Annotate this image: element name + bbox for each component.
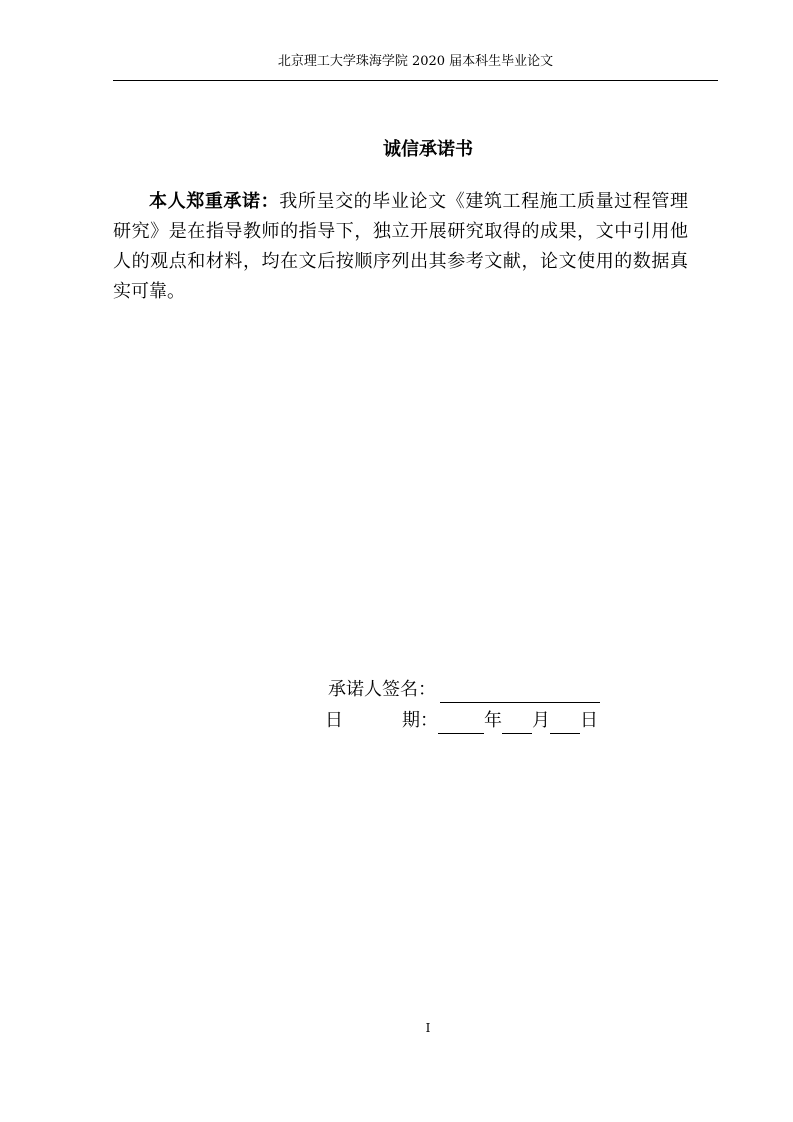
month-blank	[502, 713, 532, 734]
year-unit: 年	[484, 710, 502, 731]
day-unit: 日	[580, 710, 598, 731]
day-blank	[550, 713, 580, 734]
declaration-paragraph	[113, 187, 688, 307]
document-title: 诚信承诺书	[383, 139, 473, 160]
signature-blank	[440, 682, 600, 703]
page-number: I	[425, 1021, 431, 1035]
page-header	[113, 52, 718, 81]
signer-row	[328, 677, 600, 703]
date-label-period-char: 期：	[402, 710, 438, 731]
month-unit: 月	[532, 710, 550, 731]
header-text: 北京理工大学珠海学院 2020 届本科生毕业论文	[277, 54, 554, 69]
date-label-day-char: 日	[325, 710, 343, 731]
signer-label: 承诺人签名：	[328, 679, 436, 700]
declaration-lead: 本人郑重承诺：	[149, 191, 280, 212]
declaration-body: 我所呈交的毕业论文《建筑工程施工质量过程管理研究》是在指导教师的指导下，独立开展研究取得的成果，文中引用他人的观点和材料，均在文后按顺序列出其参考文献，论文使用的数据真实可靠。	[113, 191, 688, 302]
year-blank	[438, 713, 484, 734]
date-row	[325, 708, 598, 734]
